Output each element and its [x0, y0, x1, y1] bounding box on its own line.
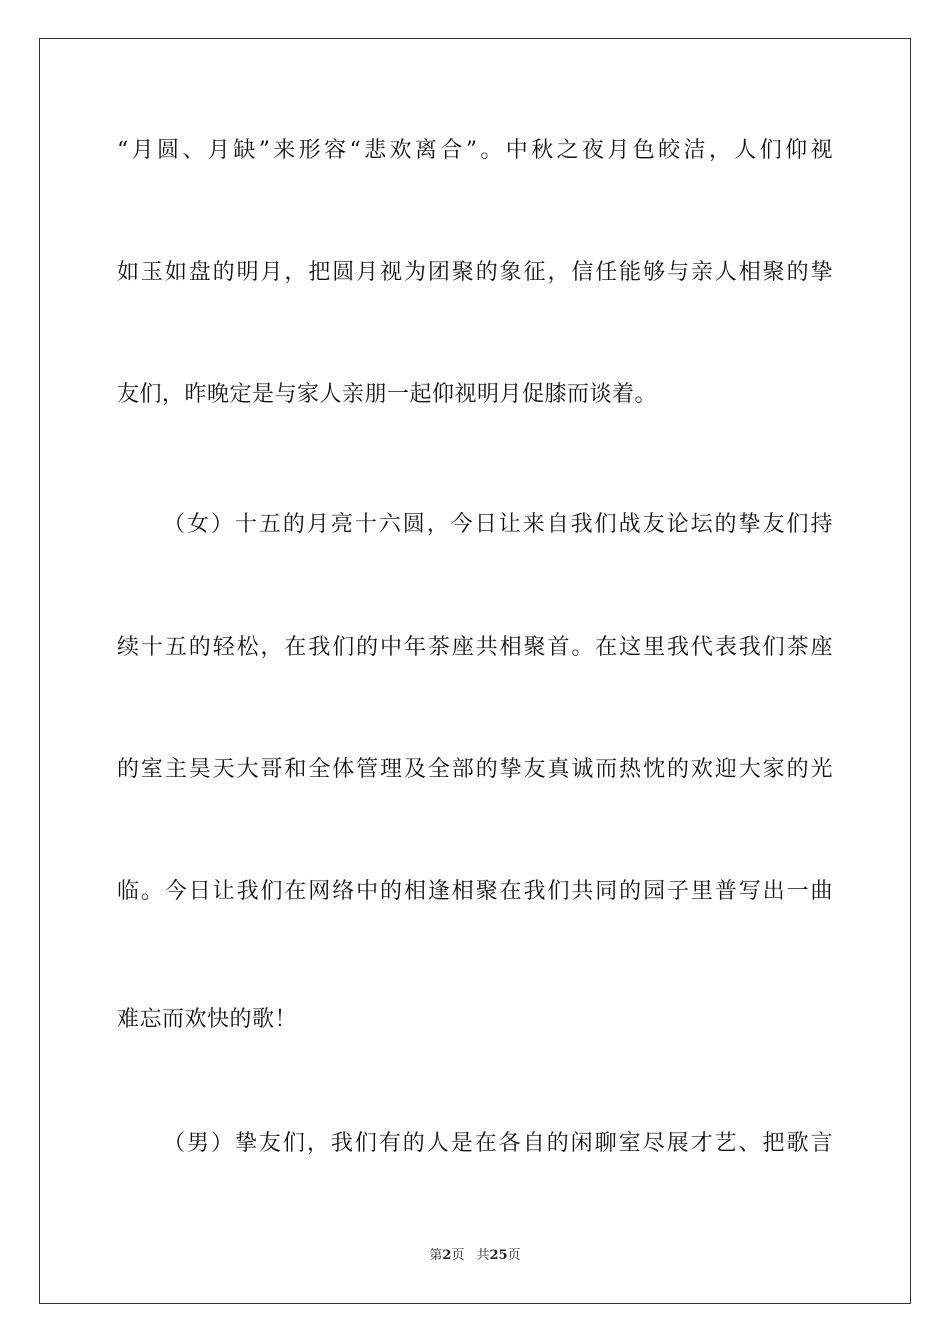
paragraph-line: “月圆、月缺”来形容“悲欢离合”。中秋之夜月色皎洁，人们仰视	[117, 138, 833, 163]
paragraph-line: 友们，昨晚定是与家人亲朋一起仰视明月促膝而谈着。	[117, 382, 658, 407]
paragraph-line: 续十五的轻松，在我们的中年茶座共相聚首。在这里我代表我们茶座	[117, 635, 833, 660]
paragraph-line: （男）挚友们，我们有的人是在各自的闲聊室尽展才艺、把歌言	[163, 1131, 833, 1156]
page-footer	[0, 1247, 950, 1265]
total-prefix: 共	[476, 1248, 490, 1263]
page-suffix: 页	[451, 1248, 465, 1263]
page-prefix: 第	[429, 1248, 443, 1263]
paragraph-line: 如玉如盘的明月，把圆月视为团聚的象征，信任能够与亲人相聚的挚	[117, 260, 833, 285]
paragraph-line: （女）十五的月亮十六圆，今日让来自我们战友论坛的挚友们持	[163, 512, 833, 537]
paragraph-line: 临。今日让我们在网络中的相逢相聚在我们共同的园子里普写出一曲	[117, 879, 833, 904]
total-suffix: 页	[507, 1248, 521, 1263]
total-pages: 25	[489, 1248, 508, 1263]
page-number: 2	[442, 1248, 452, 1263]
page-border	[39, 38, 911, 1304]
paragraph-line: 难忘而欢快的歌！	[117, 1007, 298, 1032]
paragraph-line: 的室主昊天大哥和全体管理及全部的挚友真诚而热忱的欢迎大家的光	[117, 757, 833, 782]
